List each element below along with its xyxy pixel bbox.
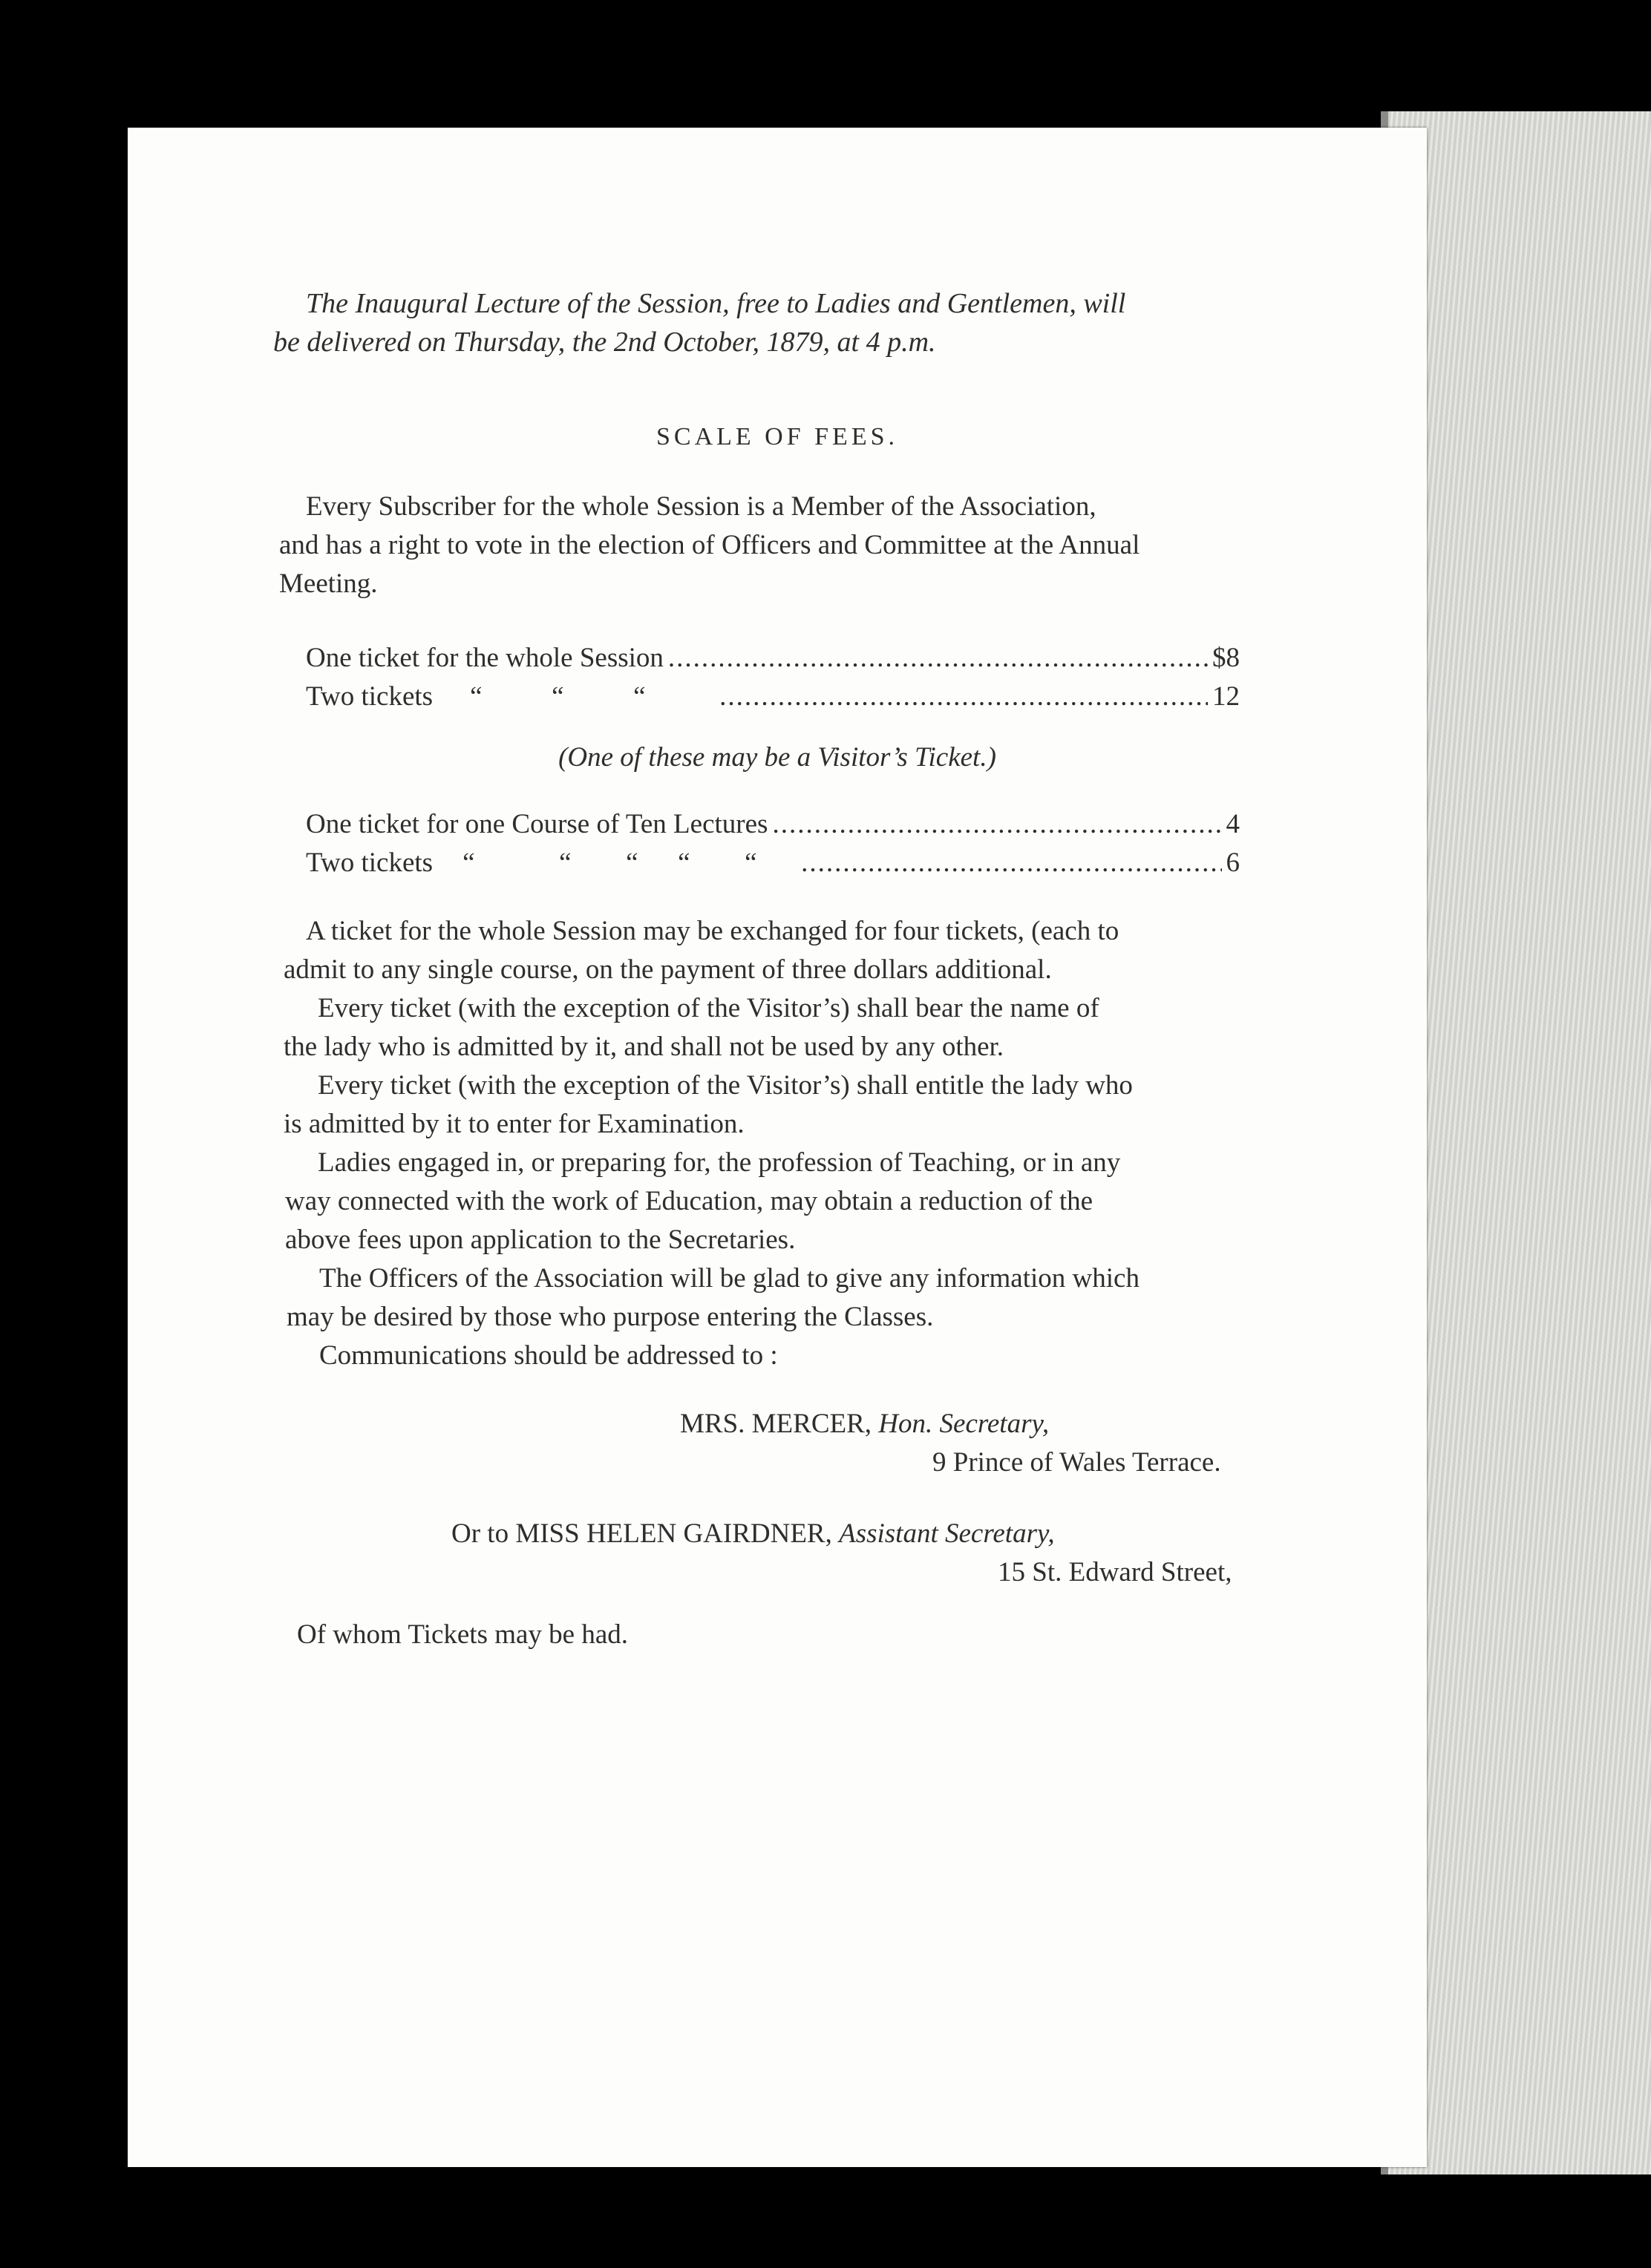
teaching-line-2: way connected with the work of Education, may obtain a reduction of the [285,1186,1093,1216]
fee-row-session-two [306,683,1240,710]
leader-dots [719,683,1208,710]
ditto-mark: “ [559,848,572,878]
communications-line: Communications should be addressed to : [319,1340,778,1371]
info-line-1: The Officers of the Association will be glad to give any information which [319,1263,1140,1294]
fee-label: Two tickets [306,848,434,878]
fee-amount: 4 [1226,809,1240,839]
teaching-line-3: above fees upon application to the Secretaries. [285,1225,796,1255]
name-line-1: Every ticket (with the exception of the Visitor’s) shall bear the name of [318,993,1099,1023]
leader-dots [801,849,1221,876]
teaching-line-1: Ladies engaged in, or preparing for, the profession of Teaching, or in any [318,1147,1121,1178]
intro-line-2: be delivered on Thursday, the 2nd October, 1879, at 4 p.m. [273,327,936,358]
leader-dots [772,810,1221,838]
gairdner-signature [451,1520,1055,1547]
subscriber-line-1: Every Subscriber for the whole Session is a Member of the Association, [306,491,1096,522]
ditto-mark: “ [552,681,564,712]
ditto-mark: “ [678,848,690,878]
document-page [128,128,1427,2167]
exam-line-2: is admitted by it to enter for Examination. [284,1109,745,1139]
mercer-name: MRS. MERCER, [680,1409,872,1439]
closing-line: Of whom Tickets may be had. [297,1619,629,1650]
ditto-marks [462,849,797,876]
subscriber-line-3: Meeting. [279,568,378,599]
page-heading: SCALE OF FEES. [656,423,898,450]
ditto-marks [470,683,715,710]
leader-dots [668,644,1208,672]
fee-row-session-one [306,644,1240,672]
fee-label: Two tickets [306,681,434,712]
name-line-2: the lady who is admitted by it, and shall not be used by any other. [284,1032,1004,1062]
fee-amount: 6 [1226,848,1240,878]
fee-row-course-one [306,810,1240,838]
fee-amount: $8 [1212,643,1240,673]
mercer-title: Hon. Secretary, [878,1409,1050,1439]
visitor-note: (One of these may be a Visitor’s Ticket.) [558,742,996,773]
ditto-mark: “ [745,848,757,878]
ditto-mark: “ [462,848,475,878]
intro-line-1: The Inaugural Lecture of the Session, free to Ladies and Gentlemen, will [306,288,1126,319]
exchange-line-2: admit to any single course, on the payment of three dollars additional. [284,954,1052,985]
gairdner-address: 15 St. Edward Street, [998,1557,1232,1587]
ditto-mark: “ [470,681,483,712]
ditto-mark: “ [626,848,638,878]
subscriber-line-2: and has a right to vote in the election of Officers and Committee at the Annual [279,530,1140,560]
info-line-2: may be desired by those who purpose entering the Classes. [287,1302,934,1332]
fee-label: One ticket for the whole Session [306,643,664,673]
fee-label: One ticket for one Course of Ten Lectures [306,809,768,839]
mercer-signature [680,1410,1049,1438]
gairdner-name: Or to MISS HELEN GAIRDNER, [451,1518,832,1549]
exchange-line-1: A ticket for the whole Session may be exchanged for four tickets, (each to [306,916,1119,946]
exam-line-1: Every ticket (with the exception of the Visitor’s) shall entitle the lady who [318,1070,1133,1101]
fee-amount: 12 [1212,681,1240,712]
ditto-mark: “ [633,681,646,712]
gairdner-title: Assistant Secretary, [839,1518,1055,1549]
mercer-address: 9 Prince of Wales Terrace. [932,1447,1221,1478]
fee-row-course-two [306,849,1240,876]
